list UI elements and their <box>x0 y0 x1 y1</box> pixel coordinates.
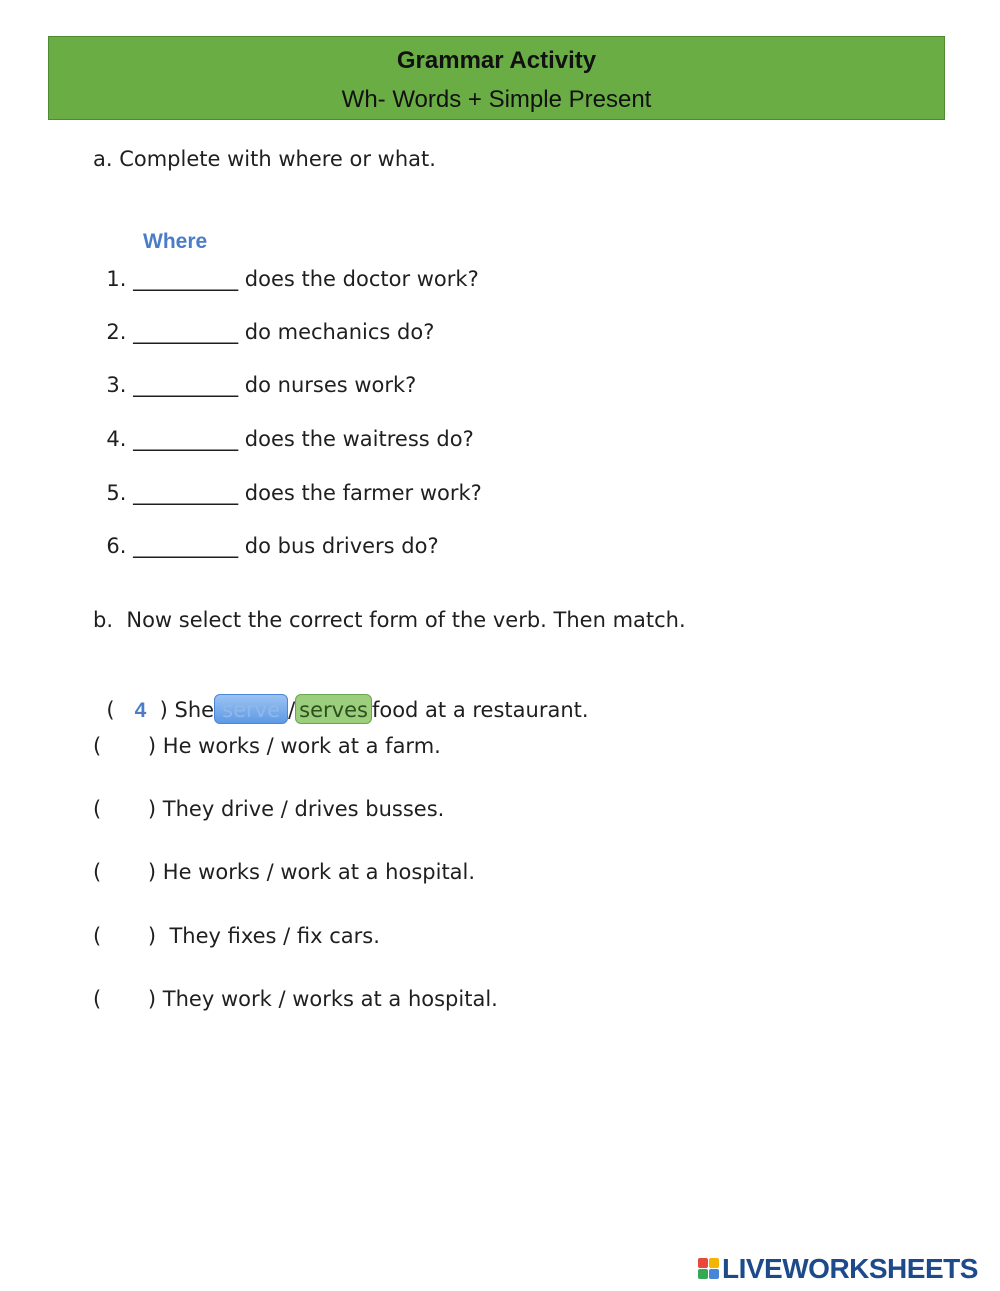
liveworksheets-logo <box>698 1254 978 1284</box>
answer-blank[interactable]: __________ <box>133 427 239 451</box>
match-text-end: food at a restaurant. <box>371 698 589 722</box>
match-item-5[interactable]: ( ) They fixes / fix cars. <box>93 924 380 948</box>
open-paren: ( <box>106 698 115 722</box>
answer-blank[interactable]: __________ <box>133 373 239 397</box>
logo-mark-icon <box>698 1258 720 1280</box>
match-item-3[interactable]: ( ) They drive / drives busses. <box>93 797 445 821</box>
answer-blank[interactable]: __________ <box>133 320 239 344</box>
answer-blank[interactable]: __________ <box>133 534 239 558</box>
match-item-6[interactable]: ( ) They work / works at a hospital. <box>93 987 498 1011</box>
question-text: do bus drivers do? <box>244 534 439 558</box>
question-number: 4. <box>106 427 127 451</box>
verb-option-serve[interactable]: serve <box>214 694 288 724</box>
worksheet-subtitle: Wh- Words + Simple Present <box>341 86 652 113</box>
match-item-4[interactable]: ( ) He works / work at a hospital. <box>93 860 476 884</box>
question-1 <box>93 240 479 292</box>
verb-option-serves-selected[interactable]: serves <box>295 694 372 724</box>
worksheet-title: Grammar Activity <box>396 47 597 74</box>
question-text: does the doctor work? <box>244 267 479 291</box>
logo-text: LIVEWORKSHEETS <box>722 1253 978 1284</box>
answer-blank[interactable]: __________ <box>133 481 239 505</box>
question-6 <box>93 507 439 559</box>
section-b-instruction: b. Now select the correct form of the verb. Then match. <box>93 608 686 632</box>
question-text: do nurses work? <box>244 373 417 397</box>
question-number: 2. <box>106 320 127 344</box>
slash-separator: / <box>288 698 296 722</box>
match-item-2[interactable]: ( ) He works / work at a farm. <box>93 734 441 758</box>
answer-blank: __________ <box>133 267 239 291</box>
question-text: does the waitress do? <box>244 427 474 451</box>
answer-input-1[interactable]: Where <box>143 230 208 253</box>
question-text: does the farmer work? <box>244 481 482 505</box>
match-text-start: ) She <box>159 698 215 722</box>
section-a-instruction: a. Complete with where or what. <box>93 147 436 171</box>
question-number: 1. <box>106 267 127 291</box>
question-number: 6. <box>106 534 127 558</box>
match-item-1 <box>93 670 589 726</box>
question-2 <box>93 293 434 345</box>
worksheet-header <box>48 36 945 120</box>
question-text: do mechanics do? <box>244 320 435 344</box>
match-answer-input[interactable]: 4 <box>134 699 147 722</box>
question-number: 3. <box>106 373 127 397</box>
question-4 <box>93 400 474 452</box>
question-number: 5. <box>106 481 127 505</box>
question-3 <box>93 346 416 398</box>
question-5 <box>93 454 482 506</box>
